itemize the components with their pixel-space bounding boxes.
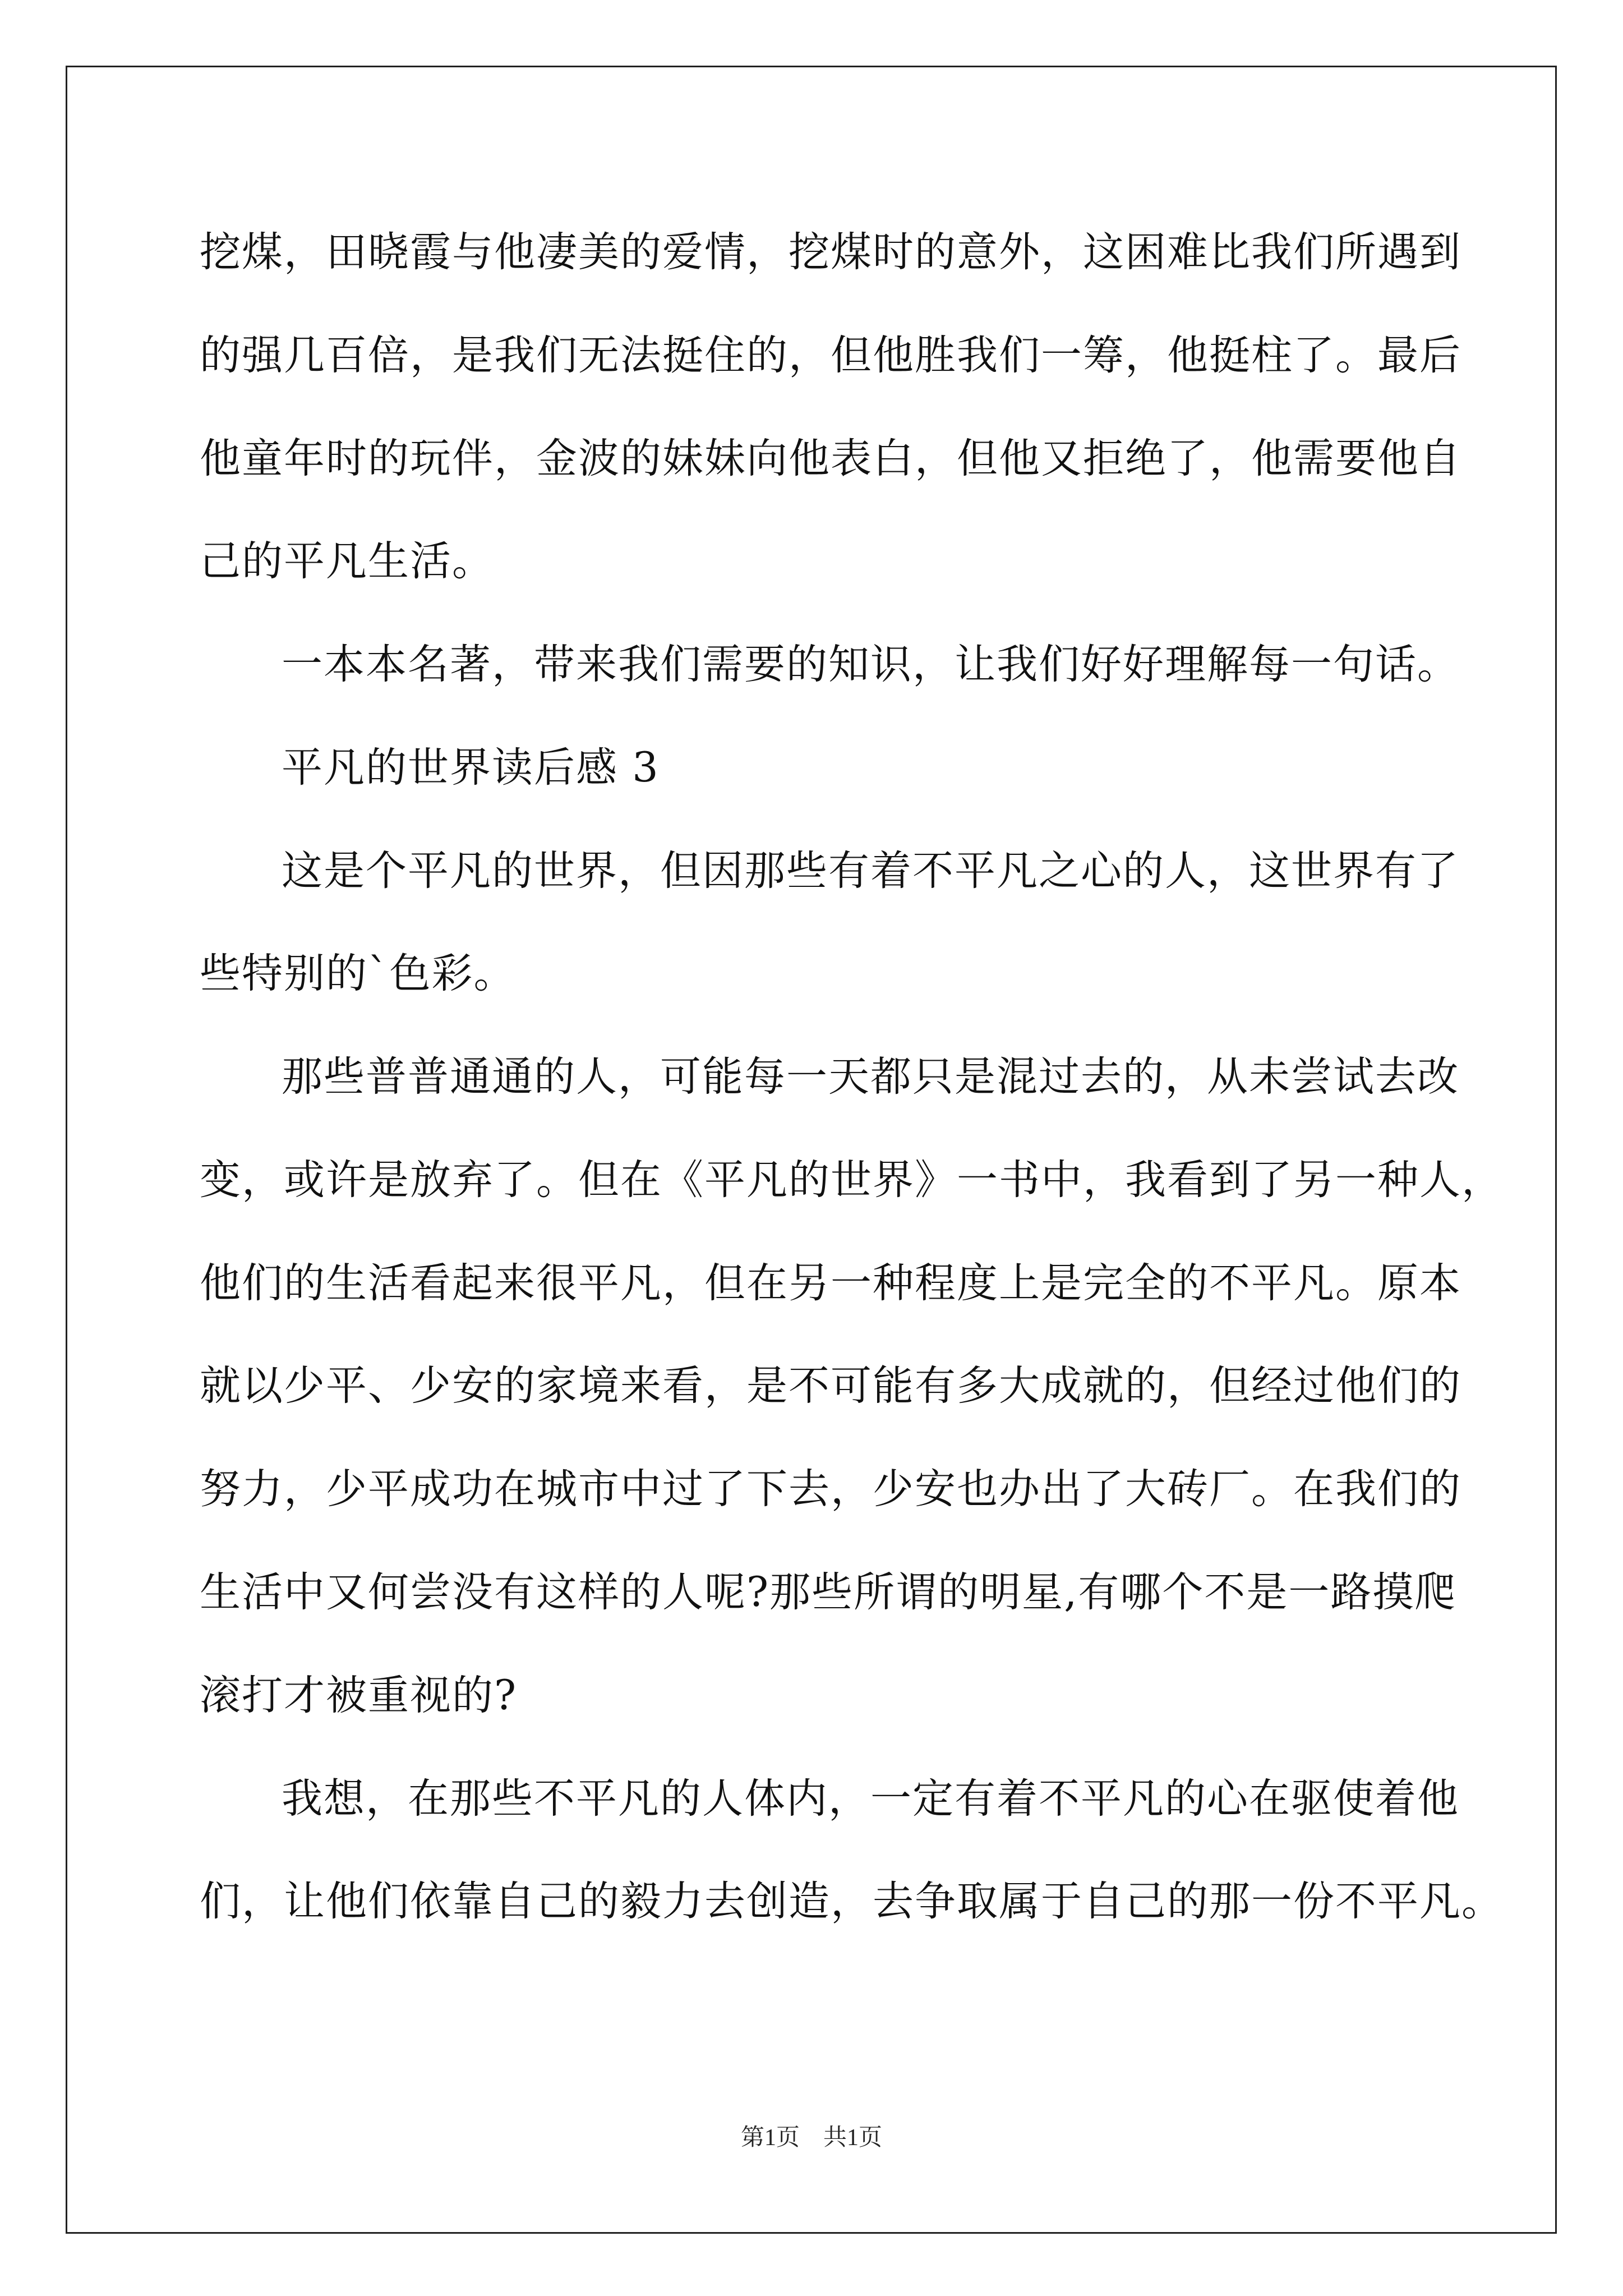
text-line: 挖煤，田晓霞与他凄美的爱情，挖煤时的意外，这困难比我们所遇到 xyxy=(200,228,1461,276)
text-line: 变，或许是放弃了。但在《平凡的世界》一书中，我看到了另一种人， xyxy=(200,1156,1504,1204)
text-line: 们，让他们依靠自己的毅力去创造，去争取属于自己的那一份不平凡。 xyxy=(200,1878,1504,1925)
text-line: 一本本名著，带来我们需要的知识，让我们好好理解每一句话。 xyxy=(282,641,1459,688)
text-line: 那些普普通通的人，可能每一天都只是混过去的，从未尝试去改 xyxy=(282,1053,1459,1101)
text-line: 生活中又何尝没有这样的人呢?那些所谓的明星,有哪个不是一路摸爬 xyxy=(200,1568,1457,1616)
text-line: 的强几百倍，是我们无法挺住的，但他胜我们一筹，他挺柱了。最后 xyxy=(200,332,1461,379)
text-line: 他们的生活看起来很平凡，但在另一种程度上是完全的不平凡。原本 xyxy=(200,1259,1461,1307)
text-line: 这是个平凡的世界，但因那些有着不平凡之心的人，这世界有了 xyxy=(282,847,1459,895)
text-line: 努力，少平成功在城市中过了下去，少安也办出了大砖厂。在我们的 xyxy=(200,1465,1461,1513)
text-line: 滚打才被重视的? xyxy=(200,1672,518,1719)
text-line: 就以少平、少安的家境来看，是不可能有多大成就的，但经过他们的 xyxy=(200,1362,1461,1410)
text-line: 我想，在那些不平凡的人体内，一定有着不平凡的心在驱使着他 xyxy=(282,1775,1459,1823)
text-line: 他童年时的玩伴，金波的妹妹向他表白，但他又拒绝了，他需要他自 xyxy=(200,435,1461,482)
page-number-footer: 第1页 共1页 xyxy=(740,2125,882,2151)
text-line: 些特别的`色彩。 xyxy=(200,950,516,997)
section-heading: 平凡的世界读后感 3 xyxy=(282,744,660,792)
text-line: 己的平凡生活。 xyxy=(200,537,494,585)
